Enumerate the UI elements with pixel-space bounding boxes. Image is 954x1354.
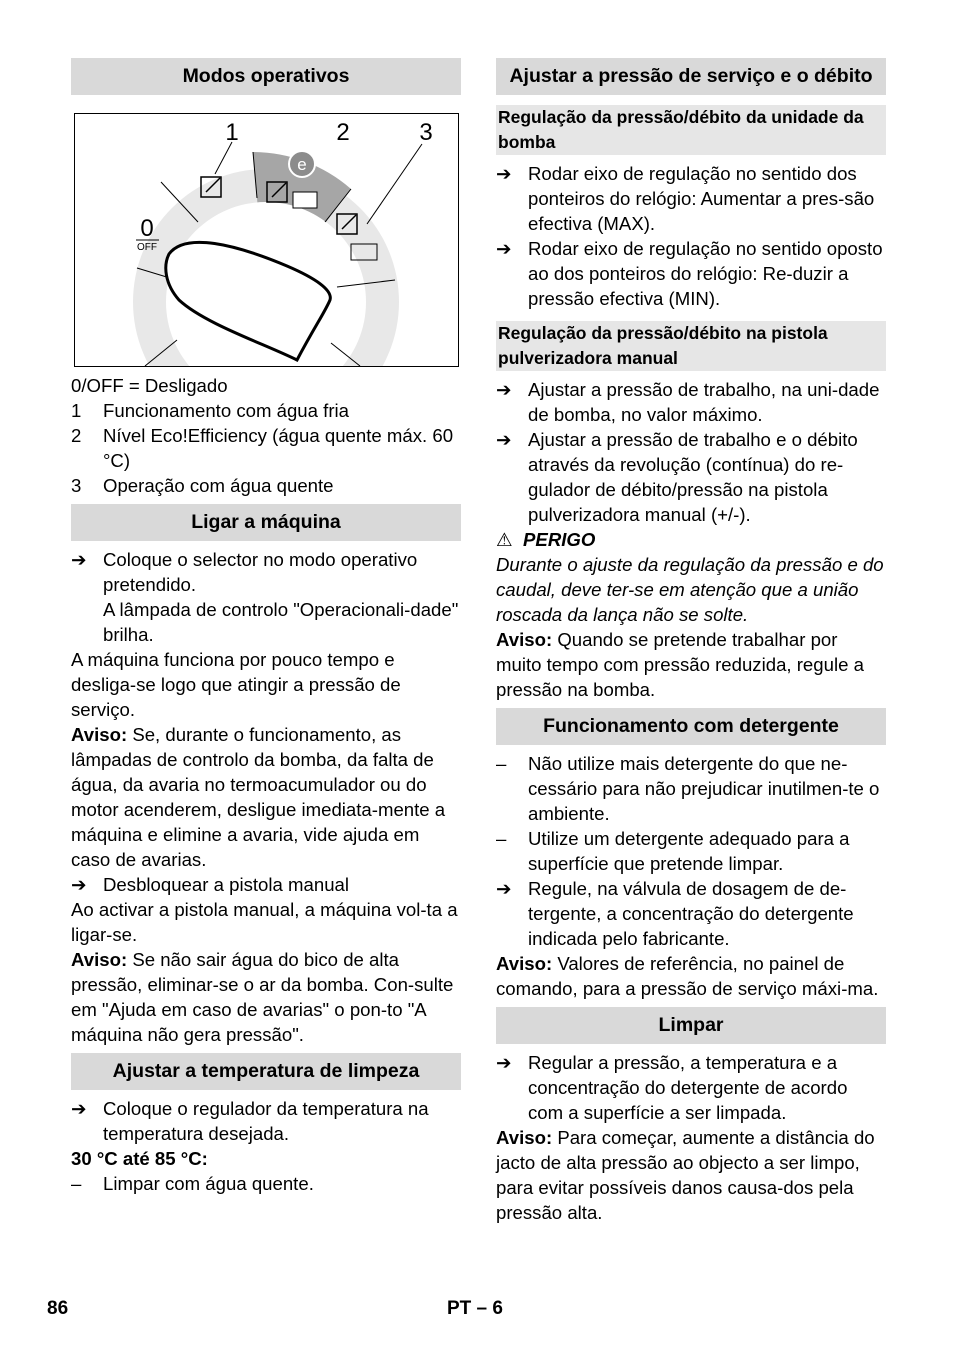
arrow-icon: ➔ xyxy=(496,429,512,450)
step-note: A lâmpada de controlo "Operacionali-dade" brilha. xyxy=(103,599,459,645)
step-item xyxy=(496,236,886,311)
aviso-text: Se, durante o funcionamento, as lâmpadas de controlo da bomba, da falta de água, da avaria no termoacumulador ou do motor acenderem, desligue imediata-mente a máquina e elimine a avaria, vide ajuda em caso de avarias. xyxy=(71,724,446,870)
step-text: Rodar eixo de regulação no sentido dos ponteiros do relógio: Aumentar a pres-são efectiva (MAX). xyxy=(528,163,875,234)
arrow-icon: ➔ xyxy=(496,379,512,400)
dash-text: Não utilize mais detergente do que ne-cessário para não prejudicar inutilmen-te o ambiente. xyxy=(528,753,880,824)
legend-number: 3 xyxy=(71,475,82,496)
aviso-paragraph xyxy=(71,722,461,872)
page-number: 86 xyxy=(47,1298,69,1319)
section-heading-ligar: Ligar a máquina xyxy=(71,504,461,541)
section-heading-temperatura: Ajustar a temperatura de limpeza xyxy=(71,1053,461,1090)
step-item xyxy=(496,427,886,527)
arrow-icon: ➔ xyxy=(71,549,87,570)
arrow-icon: ➔ xyxy=(71,874,87,895)
step-item xyxy=(71,872,461,897)
right-column xyxy=(496,58,886,1225)
aviso-paragraph xyxy=(496,951,886,1001)
dash-marker: – xyxy=(71,1173,82,1194)
step-item xyxy=(496,1050,886,1125)
step-text: Ajustar a pressão de trabalho, na uni-dade de bomba, no valor máximo. xyxy=(528,379,880,425)
eco-badge-label: e xyxy=(297,155,307,174)
legend-item xyxy=(71,398,461,423)
position-label-1: 1 xyxy=(225,119,239,146)
position-label-0: 0 xyxy=(140,215,154,242)
danger-heading xyxy=(496,527,886,552)
paragraph: A máquina funciona por pouco tempo e desliga-se logo que atingir a pressão de serviço. xyxy=(71,649,401,720)
dash-marker: – xyxy=(496,828,507,849)
step-item xyxy=(496,161,886,236)
section-heading-limpar: Limpar xyxy=(496,1007,886,1044)
arrow-icon: ➔ xyxy=(496,878,512,899)
paragraph: Ao activar a pistola manual, a máquina vol-ta a ligar-se. xyxy=(71,899,458,945)
step-item xyxy=(496,876,886,951)
legend-number: 1 xyxy=(71,400,82,421)
left-column xyxy=(71,58,461,1196)
legend-text: Funcionamento com água fria xyxy=(103,400,349,421)
aviso-text: Valores de referência, no painel de comando, para a pressão de serviço máxi-ma. xyxy=(496,953,879,999)
legend-item xyxy=(71,423,461,473)
temperature-range-label: 30 °C até 85 °C: xyxy=(71,1148,208,1169)
aviso-paragraph xyxy=(71,947,461,1047)
section-heading-detergente: Funcionamento com detergente xyxy=(496,708,886,745)
aviso-label: Aviso: xyxy=(71,949,128,970)
dash-text: Limpar com água quente. xyxy=(103,1173,314,1194)
legend-item xyxy=(71,473,461,498)
step-item xyxy=(71,1096,461,1146)
subheading-bomba: Regulação da pressão/débito da unidade da bomba xyxy=(496,105,886,155)
off-label: OFF xyxy=(137,242,157,253)
legend-text: Nível Eco!Efficiency (água quente máx. 60 °C) xyxy=(103,425,454,471)
subheading-pistola: Regulação da pressão/débito na pistola pulverizadora manual xyxy=(496,321,886,371)
section-heading-modos: Modos operativos xyxy=(71,58,461,95)
warning-icon: ⚠ xyxy=(496,529,513,550)
step-item xyxy=(496,377,886,427)
arrow-icon: ➔ xyxy=(71,1098,87,1119)
legend-off: 0/OFF = Desligado xyxy=(71,375,228,396)
section-footer: PT – 6 xyxy=(447,1298,503,1319)
aviso-label: Aviso: xyxy=(496,1127,553,1148)
aviso-text: Quando se pretende trabalhar por muito tempo com pressão reduzida, regule a pressão na bomba. xyxy=(496,629,864,700)
temperature-range xyxy=(71,1146,461,1171)
aviso-paragraph xyxy=(496,627,886,702)
selector-dial-figure xyxy=(74,113,459,367)
dash-text: Utilize um detergente adequado para a superfície que pretende limpar. xyxy=(528,828,850,874)
step-text: Rodar eixo de regulação no sentido oposto ao dos ponteiros do relógio: Re-duzir a pressão efectiva (MIN). xyxy=(528,238,883,309)
arrow-icon: ➔ xyxy=(496,163,512,184)
position-label-2: 2 xyxy=(336,119,350,146)
step-text: Coloque o regulador da temperatura na temperatura desejada. xyxy=(103,1098,429,1144)
step-item xyxy=(71,547,461,647)
aviso-text: Se não sair água do bico de alta pressão, eliminar-se o ar da bomba. Con-sulte em "Ajuda em caso de avarias" o pon-to "A máquina não gera pressão". xyxy=(71,949,454,1045)
arrow-icon: ➔ xyxy=(496,238,512,259)
step-text: Regular a pressão, a temperatura e a concentração do detergente de acordo com a superfície a ser limpada. xyxy=(528,1052,848,1123)
legend-text: Operação com água quente xyxy=(103,475,334,496)
dash-marker: – xyxy=(496,753,507,774)
dash-item xyxy=(496,826,886,876)
legend-number: 2 xyxy=(71,425,82,446)
danger-label: PERIGO xyxy=(523,529,596,550)
aviso-paragraph xyxy=(496,1125,886,1225)
aviso-label: Aviso: xyxy=(496,629,553,650)
position-label-3: 3 xyxy=(419,119,433,146)
step-text: Desbloquear a pistola manual xyxy=(103,874,350,895)
danger-text: Durante o ajuste da regulação da pressão e do caudal, deve ter-se em atenção que a união roscada da lança não se solte. xyxy=(496,554,884,625)
step-text: Coloque o selector no modo operativo pretendido. xyxy=(103,549,418,595)
aviso-label: Aviso: xyxy=(496,953,553,974)
section-heading-pressao: Ajustar a pressão de serviço e o débito xyxy=(496,58,886,95)
dash-item xyxy=(71,1171,461,1196)
aviso-text: Para começar, aumente a distância do jacto de alta pressão ao objecto a ser limpo, para evitar possíveis danos causa-dos pela pressão alta. xyxy=(496,1127,875,1223)
step-text: Regule, na válvula de dosagem de de-tergente, a concentração do detergente indicada pelo fabricante. xyxy=(528,878,854,949)
dash-item xyxy=(496,751,886,826)
selector-dial-diagram xyxy=(75,114,458,366)
aviso-label: Aviso: xyxy=(71,724,128,745)
step-text: Ajustar a pressão de trabalho e o débito através da revolução (contínua) do re-gulador de débito/pressão na pistola pulverizadora manual (+/-). xyxy=(528,429,858,525)
arrow-icon: ➔ xyxy=(496,1052,512,1073)
